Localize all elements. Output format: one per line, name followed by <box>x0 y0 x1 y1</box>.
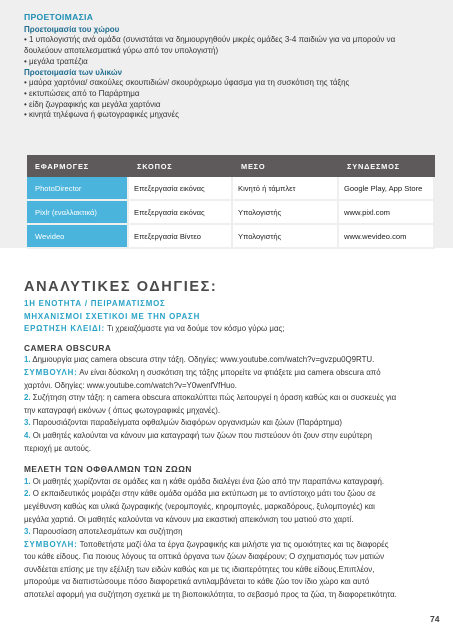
material-item: • εκτυπώσεις από το Παράρτημα <box>24 88 140 98</box>
table-header <box>27 155 435 177</box>
tip <box>24 539 438 552</box>
tip-cont: συνδέεται επίσης με την εξέλιξη των ειδών καθώς και με τις ιδιαιτερότητες του κάθε είδους.Επιπλέον, <box>24 564 375 574</box>
table-cell: Υπολογιστής <box>233 201 339 223</box>
key-question-text: Τι χρειαζόμαστε για να δούμε τον κόσμο γύρω μας; <box>104 324 285 334</box>
table-row <box>27 225 435 249</box>
list-item <box>24 417 438 430</box>
material-item: • μαύρα χαρτόνια/ σακούλες σκουπιδιών/ σκουρόχρωμο ύφασμα για τη συσκότιση της τάξης <box>24 78 350 88</box>
list-number: 4. <box>24 430 31 440</box>
camera-heading: CAMERA OBSCURA <box>24 342 112 353</box>
list-item <box>24 526 438 539</box>
list-item-cont: περιοχή με αυτούς. <box>24 443 91 453</box>
list-text: Οι μαθητές χωρίζονται σε ομάδες και η κάθε ομάδα διαλέγει ένα ζώο από την παραπάνω καταγραφή. <box>30 476 385 486</box>
list-item <box>24 354 438 367</box>
list-text: Οι μαθητές καλούνται να κάνουν μια καταγραφή των ζώων που πιστεύουν ότι ζουν στην ευρύτερη <box>30 430 372 440</box>
table-cell-app: Pixlr (εναλλακτικά) <box>27 201 129 223</box>
unit-heading: 1Η ΕΝΟΤΗΤΑ / ΠΕΙΡΑΜΑΤΙΣΜΟΣ <box>24 299 166 308</box>
tip-cont: μπορούμε να διαπιστώσουμε πόσο διαφορετικά αντιλαμβάνεται το κάθε ζώο τον ίδιο χώρο και αυτό <box>24 577 370 587</box>
instructions-body <box>24 298 438 602</box>
material-item: • κινητά τηλέφωνα ή φωτογραφικές μηχανές <box>24 110 179 120</box>
list-number: 3. <box>24 418 31 428</box>
table-cell: www.pixl.com <box>339 201 435 223</box>
list-item <box>24 392 438 405</box>
list-text: Παρουσίαση αποτελεσμάτων και συζήτηση <box>30 527 183 537</box>
list-text: Παρουσιάζονται παραδείγματα οφθαλμών διαφόρων οργανισμών και ζώων (Παράρτημα) <box>30 418 343 428</box>
table-row <box>27 177 435 201</box>
space-line: δουλεύουν αποτελεσματικά γύρω από τον υπολογιστή) <box>24 46 219 56</box>
list-number: 1. <box>24 476 31 486</box>
list-item-cont: μεγάλα χαρτιά. Οι μαθητές καλούνται να κάνουν μια εικαστική απεικόνιση του ματιού στο χαρτί. <box>24 514 354 524</box>
header-link: ΣΥΝΔΕΣΜΟΣ <box>347 161 400 171</box>
list-item <box>24 476 438 489</box>
table-cell: Υπολογιστής <box>233 225 339 247</box>
tip-cont: του κάθε είδους. Για ποιους λόγους τα οπτικά όργανα των ζώων διαφέρουν; Ο σχηματισμός των ματιών <box>24 552 385 562</box>
preparation-title: ΠΡΟΕΤΟΙΜΑΣΙΑ <box>24 12 94 22</box>
list-text: Συζήτηση στην τάξη: η camera obscura αποκαλύπτει πώς λειτουργεί η όραση καθώς και οι συσκευές για <box>30 393 397 403</box>
table-cell: Google Play, App Store <box>339 177 435 199</box>
list-item <box>24 430 438 443</box>
page-number: 74 <box>430 614 440 624</box>
space-heading: Προετοιμασία του χώρου <box>24 24 120 34</box>
table-cell: Επεξεργασία εικόνας <box>129 177 233 199</box>
space-line: • μεγάλα τραπέζια <box>24 56 88 66</box>
table-cell: Κινητό ή τάμπλετ <box>233 177 339 199</box>
key-question <box>24 323 438 336</box>
material-item: • είδη ζωγραφικής και μεγάλα χαρτόνια <box>24 99 161 109</box>
tip-text: Αν είναι δύσκολη η συσκότιση της τάξης μπορείτε να φτιάξετε μια camera obscura από <box>77 367 381 377</box>
materials-heading: Προετοιμασία των υλικών <box>24 67 123 77</box>
list-text: Δημιουργία μιας camera obscura στην τάξη. Οδηγίες: www.youtube.com/watch?v=gvzpu0Q9RTU. <box>30 355 375 365</box>
header-purpose: ΣΚΟΠΟΣ <box>137 161 173 171</box>
table-row <box>27 201 435 225</box>
tip-text: Τοποθετήστε μαζί όλα τα έργα ζωγραφικής και μιλήστε για τις ομοιότητες και τις διαφορές <box>77 539 389 549</box>
table-cell: Επεξεργασία εικόνας <box>129 201 233 223</box>
list-number: 2. <box>24 489 31 499</box>
list-item <box>24 488 438 501</box>
instructions-title: ΑΝΑΛΥΤΙΚΕΣ ΟΔΗΓΙΕΣ: <box>24 279 218 295</box>
list-item-cont: την καταγραφή εικόνων ( όπως φωτογραφικές μηχανές). <box>24 405 221 415</box>
tip-label: ΣΥΜΒΟΥΛΗ: <box>24 539 78 549</box>
tip <box>24 367 438 380</box>
list-item-cont: μεγέθυνση καθώς και υλικά ζωγραφικής (νερομπογιές, κηρομπογιές, μαρκαδόρους, ξυλομπογιές) και <box>24 501 375 511</box>
key-question-label: ΕΡΩΤΗΣΗ ΚΛΕΙΔΙ: <box>24 324 105 334</box>
list-number: 3. <box>24 527 31 537</box>
tip-cont: χαρτόνι. Οδηγίες: www.youtube.com/watch?v=Y0wenfVfHuo. <box>24 380 237 390</box>
subunit-heading: ΜΗΧΑΝΙΣΜΟΙ ΣΧΕΤΙΚΟΙ ΜΕ ΤΗΝ ΟΡΑΣΗ <box>24 311 201 321</box>
header-apps: ΕΦΑΡΜΟΓΕΣ <box>35 161 89 171</box>
list-text: Ο εκπαιδευτικός μοιράζει στην κάθε ομάδα ομάδα μια εκτύπωση με το αντίστοιχο μάτι του ζώου σε <box>30 489 376 499</box>
preparation-section <box>24 12 434 121</box>
tip-label: ΣΥΜΒΟΥΛΗ: <box>24 367 78 377</box>
list-number: 2. <box>24 393 31 403</box>
table-cell-app: Wevideo <box>27 225 129 247</box>
table-cell: www.wevideo.com <box>339 225 435 247</box>
eyes-heading: ΜΕΛΕΤΗ ΤΩΝ ΟΦΘΑΛΜΩΝ ΤΩΝ ΖΩΩΝ <box>24 464 192 475</box>
apps-table <box>27 155 435 249</box>
table-cell: Επεξεργασία Βίντεο <box>129 225 233 247</box>
list-number: 1. <box>24 355 31 365</box>
table-cell-app: PhotoDirector <box>27 177 129 199</box>
tip-cont: αποτελεί αφορμή για συζήτηση σχετικά με τη βιοποικιλότητα, το σεβασμό προς τα ζώα, τη διαφορετικότητα. <box>24 590 397 600</box>
header-medium: ΜΕΣΟ <box>241 161 266 171</box>
space-line: • 1 υπολογιστής ανά ομάδα (συνιστάται να δημιουργηθούν μικρές ομάδες 3-4 παιδιών για να μπορούν να <box>24 35 396 45</box>
